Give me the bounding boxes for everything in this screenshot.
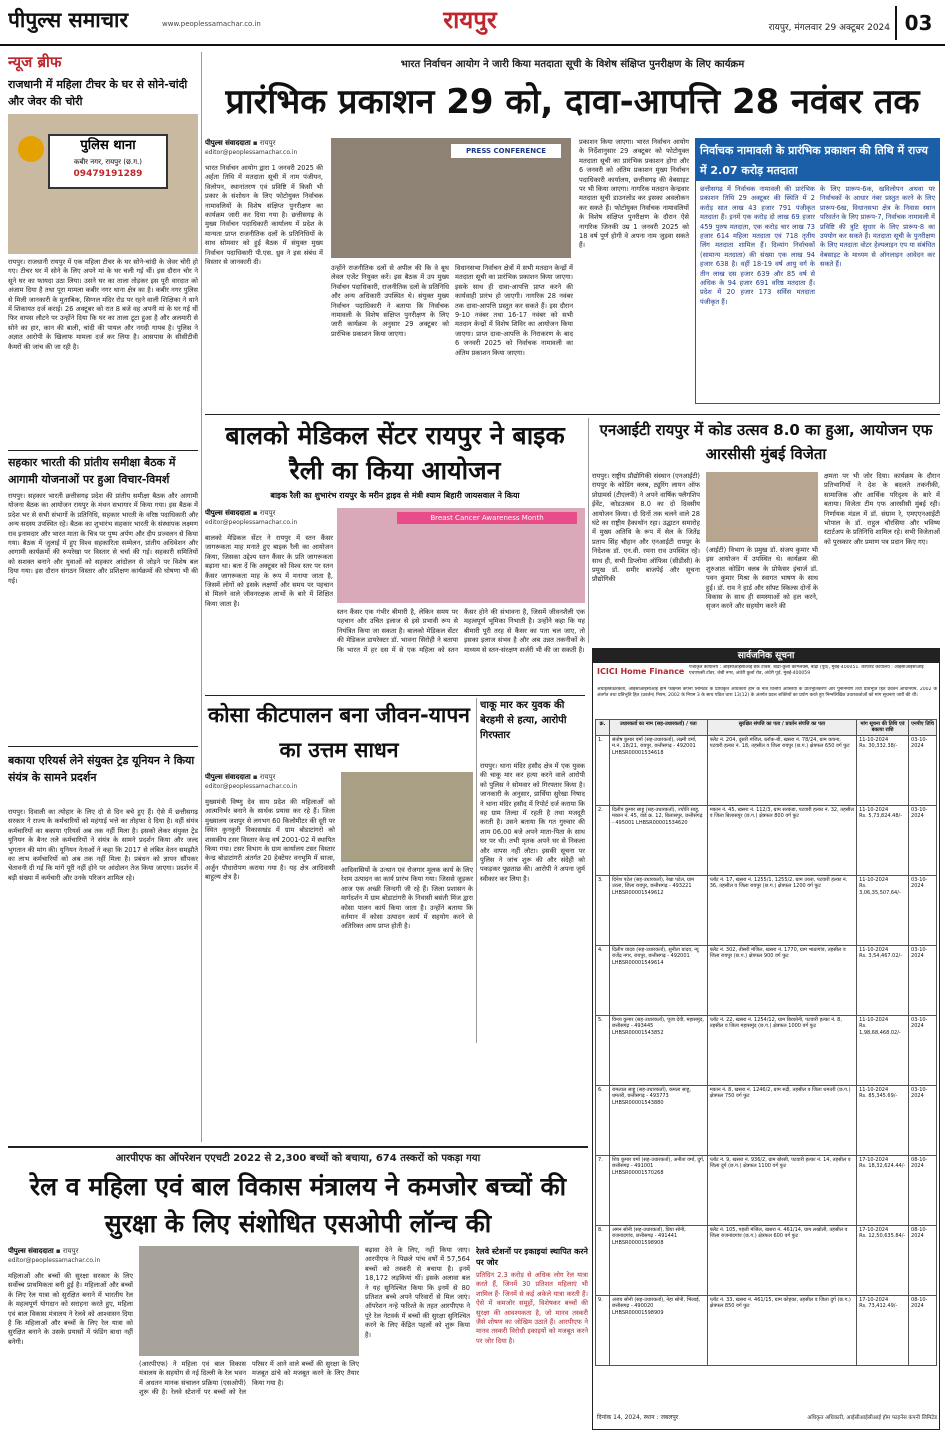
byline-city: रायपुर (62, 1247, 79, 1255)
demand-amount: Rs. 3,54,467.02/- (859, 953, 903, 960)
kosa-body-2: आदिवासियों के उत्थान एवं रोजगार मूलक कार्य के लिए रेशम उत्पादन का कार्य प्रारंभ किया गया। जिससे जुड़कर आज एक अच्छी जिन्दगी जी रहे हैं। जिला प्रशासन के मार्गदर्शन में ग्राम बोडाटांगरी के निवासी बसंती मिंज द्वारा कोसा पालन कार्य किया जाता है। उन्होंने बताया कि वर्तमान में कोसा उत्पादन कार्य में सहयोग करने से अतिरिक्त आय प्राप्त होती है। (341, 866, 473, 931)
byline-email: editor@peoplessamachar.co.in (205, 783, 298, 790)
byline-name: पीपुल्स संवाददाता (205, 139, 251, 147)
property-address: प्लॉट नं. 22, खसरा नं. 1254/12, ग्राम बिरकोनी, पटवारी हल्का नं. 8, तहसील व जिला महासमुंद (छ.ग.) क्षेत्रफल 1000 वर्ग फुट (707, 1015, 856, 1085)
demand-amount: Rs. 30,332.38/- (859, 743, 898, 750)
npa-date: 08-10-2024 (909, 1155, 937, 1225)
nit-headline: एनआईटी रायपुर में कोड उत्सव 8.0 का हुआ, आयोजन एफ आरसीसी मुंबई विजेता (599, 421, 933, 463)
section-title: रायपुर (443, 6, 497, 34)
demand-amount: Rs. 12,50,635.84/- (859, 1233, 906, 1240)
kosa-story (205, 698, 473, 1043)
demand-date: 17-10-2024 (859, 1156, 889, 1163)
balco-headline: बालको मेडिकल सेंटर रायपुर ने बाइक रैली का किया आयोजन (225, 421, 565, 485)
row-number: 5. (596, 1015, 610, 1085)
police-emblem (18, 136, 44, 162)
demand-cell (857, 1295, 909, 1365)
notice-table-wrap (595, 719, 937, 1399)
row-number: 1. (596, 735, 610, 805)
voter-box-body-2: के लिए प्रारूप-6क, खविलोपन अथवा पर निर्वाचकों के आधार नंबर प्रस्तुत करने के लिए प्रारूप-6ख, विधानसभा क्षेत्र के निवास स्थान परिवर्तन के लिए प्रारूप-7, निर्वाचक नामावली में प्रविष्टि की त्रुटि सुधार के लिए प्रारूप-8 का उपयोग कर सकते हैं। मतदाता सूची के पुनरीक्षण के लिए मतदाता वोटर हेल्पलाइन एप या संबंधित वेबसाइट के माध्यम से ऑनलाइन आवेदन कर सकते हैं। (820, 185, 935, 269)
demand-cell (857, 875, 909, 945)
balco-byline: पीपुल्स संवाददाता ▪ रायपुर editor@peoplessamachar.co.in (205, 508, 335, 530)
notice-footer: दिनांक 14, 2024, स्थान : जबलपुर (597, 1414, 679, 1421)
rpf-body-2: (आरपीएफ) ने महिला एवं बाल विकास मंत्रालय के सहयोग से नई दिल्ली के रेल भवन में अधतन मानक संचालन प्रक्रिया (एसओपी) शुरू की है। रेलवे स्टेशनों पर बच्चों को रेल परिसर में आने वाले बच्चों की सुरक्षा के लिए मजबूत ढांचे को मजबूत करने के लिए तैयार किया गया है। (139, 1360, 359, 1397)
notice-row (596, 875, 937, 945)
row-number: 2. (596, 805, 610, 875)
notice-row (596, 1225, 937, 1295)
divider (8, 1146, 588, 1148)
press-conference-photo (331, 138, 571, 258)
sop-launch-photo (139, 1246, 359, 1356)
kosa-headline: कोसा कीटपालन बना जीवन-यापन का उत्तम साधन (208, 703, 470, 762)
row-number: 6. (596, 1085, 610, 1155)
borrower-name: दिनेश पटेल (सह-उधारकर्ता), रेखा पटेल, ग्राम उरला, जिला रायपुर, छत्तीसगढ़ - 493221 LHBSR00001549612 (609, 875, 707, 945)
nit-body-3: क्षमता पर भी जोर दिया। कार्यक्रम के दौरान प्रतिभागियों ने देश के बदलते तकनीकी, सामाजिक और आर्थिक परिदृश्य के बारे में बताया। विजेता टीम एफ आरसीसी मुंबई रही। निर्णायक मंडल में डॉ. संग्राम रे, एमएएनआईटी भोपाल के डॉ. राहुल चौरसिया और भविष्य स्टार्टअप के प्रतिनिधि शामिल रहे। सभी विजेताओं को पुरस्कार और प्रमाण पत्र प्रदान किए गए। (824, 472, 940, 546)
news-brief-column (8, 52, 198, 1142)
awareness-banner: Breast Cancer Awareness Month (397, 512, 577, 524)
row-number: 7. (596, 1155, 610, 1225)
borrower-name: शिव कुमार वर्मा (सह-उधारकर्ता), अनीता वर्मा, दुर्ग, छत्तीसगढ़ - 491001 LHBSR00001570268 (609, 1155, 707, 1225)
byline-city: रायपुर (259, 139, 276, 147)
notice-col-header: उधारकर्ता का नाम (सह-उधारकर्ता) / पता (609, 720, 707, 736)
divider (205, 695, 585, 696)
notice-row (596, 1085, 937, 1155)
byline-name: पीपुल्स संवाददाता (8, 1247, 54, 1255)
demand-amount: Rs. 1,98,68,468.02/- (859, 1023, 901, 1036)
brief-headline-sahkar: सहकार भारती की प्रांतीय समीक्षा बैठक में आगामी योजनाओं पर हुआ विचार-विमर्श (8, 456, 176, 486)
npa-date: 08-10-2024 (909, 1225, 937, 1295)
top-body-1: भारत निर्वाचन आयोग द्वारा 1 जनवरी 2025 की अर्हता तिथि में मतदाता सूची में नाम पंजीयन, विलोपन, स्थानांतरण एवं प्रविष्टि में किसी भी प्रकार के संशोधन के लिए फोटोयुक्त निर्वाचक नामावलियों के विशेष संक्षिप्त पुनरीक्षण का कार्यक्रम जारी कर दिया गया है। छत्तीसगढ़ के मुख्य निर्वाचन पदाधिकारी कार्यालय में प्रदेश के मान्यता प्राप्त राजनीतिक दलों के प्रतिनिधियों के साथ सोमवार को हुई बैठक में संयुक्त मुख्य निर्वाचन पदाधिकारी पी.एस. ध्रुव ने इस संबंध में विस्तार से जानकारी दी। (205, 164, 323, 267)
divider (205, 414, 940, 415)
rpf-byline: पीपुल्स संवाददाता ▪ रायपुर editor@peoplessamachar.co.in (8, 1246, 138, 1268)
borrower-name: दिलीप यादव (सह-उधारकर्ता), सुनीता यादव, न्यू राजेंद्र नगर, रायपुर, छत्तीसगढ़ - 492001 LHBSR00001549614 (609, 945, 707, 1015)
murder-headline: चाकू मार कर युवक की बेरहमी से हत्या, आरोपी गिरफ्तार (480, 700, 567, 741)
notice-table (595, 719, 937, 1366)
row-number: 8. (596, 1225, 610, 1295)
brief-body-union: रायपुर। दिवाली का त्योहार के लिए दो से दिन बचे हुए हैं। ऐसे में छत्तीसगढ़ सरकार ने राज्य के कर्मचारियों को महंगाई भत्ते का तोहफा दे दिया है। वहीं संयंत्र कर्मचारियों का बकाया एरियर्स अब तक नहीं मिला है। इसको लेकर संयुक्त ट्रेड यूनियन के बैनर तले कर्मचारियों ने संयंत्र के सामने प्रदर्शन किया और जल्द भुगतान की मांग की। यूनियन नेताओं ने कहा कि 2017 से लंबित वेतन समझौते का लाभ कर्मचारियों को अब तक नहीं मिला है। प्रबंधन को ज्ञापन सौंपकर चेतावनी दी गई कि मांगें पूरी नहीं होने पर आंदोलन तेज किया जाएगा। प्रदर्शन में बड़ी संख्या में कर्मचारी और उनके परिजन शामिल रहे। (8, 808, 198, 882)
notice-header: सार्वजनिक सूचना (593, 649, 939, 663)
npa-date: 03-10-2024 (909, 875, 937, 945)
npa-date: 08-10-2024 (909, 1295, 937, 1365)
brief-headline-theft: राजधानी में महिला टीचर के घर से सोने-चांदी और जेवर की चोरी (8, 78, 188, 108)
police-sign-title: पुलिस थाना (80, 138, 136, 153)
rpf-body-1: महिलाओं और बच्चों की सुरक्षा सरकार के लिए सर्वोच्च प्राथमिकता बनी हुई है। महिलाओं और बच्चों के लिए रेल यात्रा को सुरक्षित बनाने में भारतीय रेल के महत्वपूर्ण योगदान को सराहना करते हुए, महिला एवं बाल विकास मंत्रालय ने रेलवे को आश्वासन दिया है कि महिलाओं और बच्चों के लिए रेल यात्रा को सुरक्षित बनाने के उसके प्रयासों में फंडिंग बाधा नहीं बनेगी। (8, 1272, 133, 1346)
demand-date: 17-10-2024 (859, 1296, 889, 1303)
rpf-sidebar-body: प्रतिदिन 2.3 करोड़ से अधिक लोग रेल यात्रा करते हैं, जिनमें 30 प्रतिशत महिलाएं भी शामिल हैं- जिनमें से कई अकेले यात्रा करती हैं। ऐसे में कमजोर समूहों, विशेषकर बच्चों की सुरक्षा की आवश्यकता है, जो मानव तस्करी जैसे शोषण का जोखिम उठाते हैं। आरपीएफ ने मानव तस्करी विरोधी इकाइयों को मजबूत करने पर जोर दिया है। (476, 1271, 588, 1345)
top-headline: प्रारंभिक प्रकाशन 29 को, दावा-आपत्ति 28 नवंबर तक (225, 82, 920, 122)
byline-email: editor@peoplessamachar.co.in (205, 519, 298, 526)
notice-row (596, 1295, 937, 1365)
demand-amount: Rs. 3,06,35,507.64/- (859, 883, 901, 896)
row-number: 9. (596, 1295, 610, 1365)
nit-event-photo (706, 472, 818, 542)
demand-date: 11-10-2024 (859, 1086, 889, 1093)
police-sign-phone: 09479191289 (73, 169, 143, 179)
borrower-name: अमन सोनी (सह-उधारकर्ता), प्रिया सोनी, राजनांदगांव, छत्तीसगढ़ - 491441 LHBSR00001598908 (609, 1225, 707, 1295)
demand-cell (857, 1085, 909, 1155)
property-address: फ्लैट नं. 204, दूसरी मंजिल, ब्लॉक-बी, खसरा नं. 78/24, ग्राम कचना, पटवारी हल्का नं. 18, तहसील व जिला रायपुर (छ.ग.) क्षेत्रफल 650 वर्ग फुट (707, 735, 856, 805)
murder-body: रायपुर। थाना मंदिर हसौद क्षेत्र में एक युवक की चाकू मार कर हत्या करने वाले आरोपी को पुलिस ने सोमवार को गिरफ्तार किया है। जानकारी के अनुसार, प्रार्थिया सुरेखा निषाद ने थाना मंदिर हसौद में रिपोर्ट दर्ज कराया कि वह ग्राम तिल्दा में रहती है तथा मजदूरी करती है। उसने बताया कि गत गुरुवार की शाम 06.00 बजे अपने माता-पिता के साथ घर पर थी। तभी मृतक अपने घर से निकला और वापस नहीं लौटा। इसकी सूचना पर पुलिस ने जांच शुरू की और संदेही को पकड़कर पूछताछ की। आरोपी ने अपना जुर्म स्वीकार कर लिया है। (480, 762, 585, 883)
voter-box-body-1: छत्तीसगढ़ में निर्वाचक नामावली की प्रारंभिक प्रकाशन तिथि 29 अक्टूबर की स्थिति में 2 करोड़ सात लाख 43 हजार 791 पंजीकृत मतदाता हैं। इनमें एक करोड़ दो लाख 69 हजार 459 पुरुष मतदाता, एक करोड़ चार लाख 73 हजार 614 महिला मतदाता एवं 718 तृतीय लिंग मतदाता शामिल हैं। दिव्यांग निर्वाचकों (सामान्य मतदाता) की संख्या एक लाख 94 हजार 638 है। वहीं 18-19 वर्ष आयु वर्ग के तीन लाख दस हजार 639 और 85 वर्ष से अधिक के 94 हजार 691 वरिष्ठ मतदाता हैं। प्रदेश में 20 हजार 173 सर्विस मतदाता पंजीकृत हैं। (700, 185, 815, 306)
rpf-body-3: बढ़ावा देने के लिए, नहीं किया जाए। आरपीएफ ने पिछले पांच वर्षों में 57,564 बच्चों को तस्करी से बचाया है। इनमें 18,172 लड़कियां थीं। इसके अलावा बल ने यह सुनिश्चित किया कि इनमें से 80 प्रतिशत बच्चे अपने परिवारों से मिल जाएं। ऑपरेशन नन्हे फरिश्ते के तहत आरपीएफ ने पूरे रेल नेटवर्क में बच्चों की सुरक्षा सुनिश्चित करने के लिए केंद्रित पहलों को शुरू किया है। (365, 1246, 470, 1339)
demand-cell (857, 805, 909, 875)
nit-story (592, 418, 940, 643)
column-rule (201, 52, 202, 1142)
demand-date: 11-10-2024 (859, 1016, 889, 1023)
notice-address: पंजीकृत कार्यालय : आईसीआईसीआई बैंक टॉवर्स, बांद्रा-कुर्ला कॉम्प्लेक्स, बांद्रा (पूर्व), मुंबई-400051. कार्पोरेट कार्यालय : आईसीआईसीआई एचएफसी टॉवर, जेबी नगर, अंधेरी कुर्ला रोड, अंधेरी पूर्व, मुंबई-400059 (689, 665, 924, 677)
column-rule (588, 418, 589, 643)
notice-row (596, 945, 937, 1015)
demand-date: 11-10-2024 (859, 806, 889, 813)
demand-amount: Rs. 5,73,824.48/- (859, 813, 903, 820)
notice-row (596, 735, 937, 805)
icici-logo: ICICI Home Finance (597, 667, 685, 676)
dateline: रायपुर, मंगलवार 29 अक्टूबर 2024 (768, 23, 890, 33)
byline-email: editor@peoplessamachar.co.in (205, 149, 298, 156)
top-byline: पीपुल्स संवाददाता ▪ रायपुर editor@peoplessamachar.co.in (205, 138, 325, 160)
rpf-story (8, 1150, 588, 1440)
divider (8, 746, 198, 747)
byline-name: पीपुल्स संवाददाता (205, 509, 251, 517)
byline-city: रायपुर (259, 509, 276, 517)
property-address: फ्लैट नं. 105, पहली मंजिल, खसरा नं. 461/14, ग्राम लखोली, तहसील व जिला राजनांदगांव (छ.ग.) क्षेत्रफल 600 वर्ग फुट (707, 1225, 856, 1295)
press-banner: PRESS CONFERENCE (451, 144, 561, 158)
rpf-kicker: आरपीएफ का ऑपरेशन एएचटी 2022 से 2,300 बच्चों को बचाया, 674 तस्करों को पकड़ा गया (115, 1153, 481, 1164)
voter-count-box (695, 138, 940, 404)
byline-name: पीपुल्स संवाददाता (205, 773, 251, 781)
property-address: मकान नं. 45, खसरा नं. 112/3, ग्राम सरकंडा, पटवारी हल्का नं. 32, तहसील व जिला बिलासपुर (छ.ग.) क्षेत्रफल 800 वर्ग फुट (707, 805, 856, 875)
npa-date: 03-10-2024 (909, 945, 937, 1015)
borrower-name: अजय सोनी (सह-उधारकर्ता), नेहा सोनी, भिलाई, छत्तीसगढ़ - 490020 LHBSR00001598909 (609, 1295, 707, 1365)
borrower-name: संतोष कुमार वर्मा (सह-उधारकर्ता), लक्ष्मी वर्मा, म.नं. 18/21, रायपुर, छत्तीसगढ़ - 492001 LHBSR00001534618 (609, 735, 707, 805)
top-kicker: भारत निर्वाचन आयोग ने जारी किया मतदाता सूची के विशेष संक्षिप्त पुनरीक्षण के लिए कार्यक्रम (400, 59, 745, 70)
murder-story (480, 698, 585, 1043)
row-number: 3. (596, 875, 610, 945)
notice-col-header: सुरक्षित संपत्ति का पता / प्रवर्तन संपत्ति का पता (707, 720, 856, 736)
row-number: 4. (596, 945, 610, 1015)
property-address: प्लॉट नं. 17, खसरा नं. 1255/1, 1255/2, ग्राम उरला, पटवारी हल्का नं. 36, तहसील व जिला रायपुर (छ.ग.) क्षेत्रफल 1200 वर्ग फुट (707, 875, 856, 945)
logo: पीपुल्स समाचार (8, 8, 129, 32)
demand-cell (857, 1155, 909, 1225)
kosa-cocoon-photo (341, 772, 473, 862)
nit-body-1: रायपुर। राष्ट्रीय प्रौद्योगिकी संस्थान (एनआईटी) रायपुर के कोडिंग क्लब, ट्यूरिंग लायन ऑफ प्रोग्रामर्स (टीएलपी) ने अपने वार्षिक फ्लैगशिप ईवेंट, कोडउत्सव 8.0 का दो दिवसीय आयोजन किया। दो दिनों तक चलने वाले 28 घंटे का राष्ट्रीय हैकाथॉन रहा। उद्घाटन समारोह में मुख्य अतिथि के रूप में सेल के जितेंद्र प्रताप सिंह चौहान और एनआईटी रायपुर के निदेशक डॉ. एन.वी. रमना राव उपस्थित रहे। साथ ही, सभी डिप्लोमा ऑफिस (सीडीसी) के प्रमुख डॉ. समीर बाजपेई और सूचना प्रौद्योगिकी (592, 472, 700, 584)
borrower-name: रामलाल साहू (सह-उधारकर्ता), कमला साहू, धमतरी, छत्तीसगढ़ - 493773 LHBSR00001543880 (609, 1085, 707, 1155)
balco-story (205, 418, 585, 693)
notice-col-header: मांग सूचना की तिथि एवं बकाया राशि (857, 720, 909, 736)
masthead (0, 0, 945, 46)
npa-date: 03-10-2024 (909, 805, 937, 875)
voter-box-title: निर्वाचक नामावली के प्रारंभिक प्रकाशन की तिथि में राज्य में 2.07 करोड़ मतदाता (696, 139, 939, 181)
notice-row (596, 1015, 937, 1085)
byline-email: editor@peoplessamachar.co.in (8, 1257, 101, 1264)
news-brief-label: न्यूज ब्रीफ (8, 53, 62, 71)
top-body-2: उन्होंने राजनीतिक दलों से अपील की कि वे बूथ लेवल एजेंट नियुक्त करें। इस बैठक में उप मुख्य निर्वाचन पदाधिकारी, राजनीतिक दलों के प्रतिनिधि और अन्य अधिकारी उपस्थित थे। संयुक्त मुख्य निर्वाचन पदाधिकारी ने बताया कि निर्वाचक नामावली के विशेष संक्षिप्त पुनरीक्षण के लिए जारी कार्यक्रम के अनुसार 29 अक्टूबर को प्रारंभिक प्रकाशन किया जाएगा। (331, 264, 449, 338)
divider (8, 450, 198, 451)
page-number: 03 (895, 6, 940, 40)
byline-city: रायपुर (259, 773, 276, 781)
notice-row (596, 1155, 937, 1225)
borrower-name: दिलीप कुमार साहू (सह-उधारकर्ता), ज्योति साहू, मकान नं. 45, वार्ड क्र. 12, बिलासपुर, छत्तीसगढ़ - 495001 LHBSR00001534620 (609, 805, 707, 875)
demand-date: 17-10-2024 (859, 1226, 889, 1233)
rpf-headline: रेल व महिला एवं बाल विकास मंत्रालय ने कमजोर बच्चों की सुरक्षा के लिए संशोधित एसओपी लॉन्च की (29, 1172, 567, 1238)
kosa-byline: पीपुल्स संवाददाता ▪ रायपुर editor@peoplessamachar.co.in (205, 772, 335, 794)
rpf-sidebar-headline: रेलवे स्टेशनों पर इकाइयां स्थापित करने पर जोर (476, 1247, 588, 1267)
top-story (205, 52, 940, 412)
brief-body-theft: रायपुर। राजधानी रायपुर में एक महिला टीचर के घर सोने-चांदी के जेवर चोरी हो गए। टीचर घर में सोने के लिए अपने मां के घर चली गई थीं। इस दौरान चोर ने सूने घर का फायदा उठा लिया। उसने घर का ताला तोड़कर इस पूरी वारदात को अंजाम दिया है तथा पूरा मामला कबीर नगर थाना क्षेत्र का है। कबीर नगर पुलिस से मिली जानकारी के मुताबिक, सिग्नल मंदिर रोड पर रहने वाली शिक्षिका ने थाने में शिकायत दर्ज कराई। 26 अक्टूबर को रात 8 बजे वह अपनी मां के घर गई थीं फिर वापस लौटने पर उन्होंने दिया कि घर का ताला टूटा हुआ है और अलमारी से सोने का हार, कान की बाली, चांदी की पायल और नगदी गायब है। पुलिस ने अज्ञात आरोपी के खिलाफ मामला दर्ज कर लिया है। आसपास के सीसीटीवी कैमरों की जांच की जा रही है। (8, 258, 198, 351)
property-address: प्लॉट नं. 9, खसरा नं. 936/2, ग्राम बोरसी, पटवारी हल्का नं. 14, तहसील व जिला दुर्ग (छ.ग.) क्षेत्रफल 1100 वर्ग फुट (707, 1155, 856, 1225)
police-sign-place: कबीर नगर, रायपुर (छ.ग.) (74, 158, 142, 166)
bike-rally-photo (337, 508, 585, 603)
balco-body-1: बालको मेडिकल सेंटर ने रायपुर में स्तन कैंसर जागरूकता माह मनाते हुए बाइक रैली का आयोजन किया, जिसका उद्देश्य स्तन कैंसर के प्रति जागरूकता बढ़ाना था। बता दें कि अक्टूबर को विश्व स्तर पर स्तन कैंसर जागरूकता माह के रूप में मनाया जाता है, जिसमें लोगों को इसके लक्षणों और समय पर पहचान से मिलने वाले जीवनरक्षक लाभों के बारे में शिक्षित किया जाता है। (205, 534, 333, 608)
demand-cell (857, 945, 909, 1015)
demand-cell (857, 1225, 909, 1295)
nit-body-2: (आईटी) विभाग के प्रमुख डॉ. संजय कुमार भी इस आयोजन में उपस्थित थे। कार्यक्रम की शुरुआत कोडिंग क्लब के प्रोफेसर इंचार्ज डॉ. पवन कुमार मिश्रा के स्वागत भाषण के साथ हुई। डॉ. राव ने हार्ड और सॉफ्ट स्किल्स दोनों के विकास के साथ ही समस्याओं को हल करने, सृजन करने और सहयोग करने की (706, 546, 818, 611)
balco-body-2: स्तन कैंसर एक गंभीर बीमारी है, लेकिन समय पर पहचान और उचित इलाज से इसे प्रभावी रूप से नियंत्रित किया जा सकता है। बालको मेडिकल सेंटर की मेडिकल डायरेक्टर डॉ. भावना सिरोही ने बताया कि भारत में हर दस में से एक महिला को स्तन कैंसर होने की संभावना है, जिसमें जीवनशैली एक महत्वपूर्ण भूमिका निभाती है। उन्होंने कहा कि यह बीमारी पूरी तरह से कैंसर का पता चल जाए, तो इसका इलाज संभव है और अब उन्नत तकनीकों के माध्यम से स्तन-संरक्षण सर्जरी भी की जा सकती है। (337, 608, 585, 654)
property-address: प्लॉट नं. 33, खसरा नं. 461/15, ग्राम कोहका, तहसील व जिला दुर्ग (छ.ग.) क्षेत्रफल 850 वर्ग फुट (707, 1295, 856, 1365)
demand-amount: Rs. 85,345.69/- (859, 1093, 898, 1100)
npa-date: 03-10-2024 (909, 735, 937, 805)
demand-date: 11-10-2024 (859, 946, 889, 953)
top-body-3: विधानसभा निर्वाचन क्षेत्रों में सभी मतदान केन्द्रों में मतदाता सूची का प्रारंभिक प्रकाशन किया जाएगा। इसके साथ ही दावा-आपत्ति प्राप्त करने की कार्यवाही प्रारंभ हो जाएगी। नागरिक 28 नवंबर तक दावा-आपत्ति प्रस्तुत कर सकते हैं। इस दौरान 9-10 नवंबर तथा 16-17 नवंबर को सभी मतदान केन्द्रों में विशेष शिविर का आयोजन किया जाएगा। प्राप्त दावा-आपत्ति के निराकरण के बाद 6 जनवरी 2025 को निर्वाचक नामावली का अंतिम प्रकाशन किया जाएगा। (455, 264, 573, 357)
rpf-sidebar (476, 1246, 588, 1437)
property-address: फ्लैट नं. 302, तीसरी मंजिल, खसरा नं. 1770, ग्राम भाठागांव, तहसील व जिला रायपुर (छ.ग.) क्षेत्रफल 900 वर्ग फुट (707, 945, 856, 1015)
police-station-photo (8, 114, 198, 254)
top-body-4: प्रकाशन किया जाएगा। भारत निर्वाचन आयोग के निर्देशानुसार 29 अक्टूबर को फोटोयुक्त मतदाता सूची का प्रारंभिक प्रकाशन होगा और 6 जनवरी को अंतिम प्रकाशन मुख्य निर्वाचन पदाधिकारी कार्यालय, छत्तीसगढ़ की वेबसाइट पर भी किया जाएगा। नागरिक मतदान केन्द्रवार मतदाता सूची डाउनलोड कर इसका अवलोकन कर सकते हैं। फोटोयुक्त निर्वाचक नामावलियों के विशेष संक्षिप्त पुनरीक्षण के दौरान ऐसे नागरिक जिनकी उम्र 1 जनवरी 2025 को 18 वर्ष पूर्ण होगी वे अपना नाम जुड़वा सकते हैं। (579, 138, 689, 250)
notice-row (596, 805, 937, 875)
brief-headline-union: बकाया एरियर्स लेने संयुक्त ट्रेड यूनियन ने किया संयंत्र के सामने प्रदर्शन (8, 754, 195, 784)
column-rule (476, 698, 477, 1043)
police-sign (48, 134, 168, 189)
demand-date: 11-10-2024 (859, 876, 889, 883)
demand-cell (857, 735, 909, 805)
borrower-name: विनय कुमार (सह-उधारकर्ता), पूजा देवी, महासमुंद, छत्तीसगढ़ - 493445 LHBSR00001543852 (609, 1015, 707, 1085)
website: www.peoplessamachar.co.in (162, 20, 261, 28)
notice-col-header: क्र. (596, 720, 610, 736)
kosa-body-1: मुख्यमंत्री विष्णु देव साय प्रदेश की महिलाओं को आत्मनिर्भर बनाने के सार्थक प्रयास कर रहे हैं। जिला मुख्यालय जशपुर से लगभग 60 किलोमीटर की दूरी पर स्थित कुनकुरी विकासखंड में ग्राम बोडाटांगरो को शासकीय टसर विस्तार केन्द्र वर्ष 2001-02 में स्थापित किया गया। टसर विभाग के ग्राम कार्यालय टसर विस्तार केन्द्र बोडाटांगरी अंतर्गत 20 हेक्टेयर वनभूमि में साजा, अर्जुन पौधारोपण कराया गया है। यह क्षेत्र आदिवासी बाहुल्य क्षेत्र है। (205, 798, 335, 882)
property-address: मकान नं. 8, खसरा नं. 1246/2, ग्राम रुद्री, तहसील व जिला धमतरी (छ.ग.) क्षेत्रफल 750 वर्ग फुट (707, 1085, 856, 1155)
demand-cell (857, 1015, 909, 1085)
balco-subhead: बाइक रैली का शुभारंभ रायपुर के मरीन ड्राइव से मंत्री श्याम बिहारी जायसवाल ने किया (270, 491, 520, 500)
notice-intro: अधोहस्ताक्षरकर्ता, आईसीआईसीआई होम फाइनेंस कंपनी लिमिटेड के प्राधिकृत अधिकारी होने के नाते वित्तीय आस्तियों के प्रतिभूतिकरण और पुनर्निर्माण तथा प्रतिभूति हित प्रवर्तन अधिनियम, 2002 के अंतर्गत तथा प्रतिभूति हित (प्रवर्तन) नियम, 2002 के नियम 3 के साथ पठित धारा 13(12) के अंतर्गत प्रदत्त शक्तियों का प्रयोग करते हुए निम्नलिखित उधारकर्ताओं को मांग सूचनाएं जारी की थीं। (597, 687, 937, 699)
public-notice (592, 648, 940, 1430)
demand-date: 11-10-2024 (859, 736, 889, 743)
npa-date: 03-10-2024 (909, 1085, 937, 1155)
demand-amount: Rs. 73,412.49/- (859, 1303, 898, 1310)
npa-date: 03-10-2024 (909, 1015, 937, 1085)
notice-signatory: अधिकृत अधिकारी, आईसीआईसीआई होम फाइनेंस कंपनी लिमिटेड (807, 1415, 937, 1421)
notice-col-header: एनपीए तिथि (909, 720, 937, 736)
brief-body-sahkar: रायपुर। सहकार भारती छत्तीसगढ़ प्रदेश की प्रांतीय समीक्षा बैठक और आगामी योजना बैठक का आयोजन रायपुर के मंथन सभागार में किया गया। इस बैठक में प्रदेश भर से सभी संभागों के प्रतिनिधि, सहकार भारती के वरिष्ठ पदाधिकारी और अन्य सदस्य उपस्थित रहे। बैठक का शुभारंभ सहकार भारती के संस्थापक लक्ष्मण राव इनामदार और भारत माता के चित्र पर पुष्प अर्पण और दीप प्रज्वलन से किया गया। बैठक में जुलाई में हुए विश्व सहकारिता सम्मेलन, प्रांतीय अधिवेशन और आगामी कार्यक्रमों की रूपरेखा पर विस्तार से चर्चा की गई। सहकारी समितियों को सशक्त बनाने और युवाओं को सहकार आंदोलन से जोड़ने पर विशेष बल दिया गया। इस दौरान संगठन विस्तार और प्रशिक्षण कार्यक्रमों की घोषणा भी की गई। (8, 492, 198, 585)
demand-amount: Rs. 18,32,624.44/- (859, 1163, 906, 1170)
